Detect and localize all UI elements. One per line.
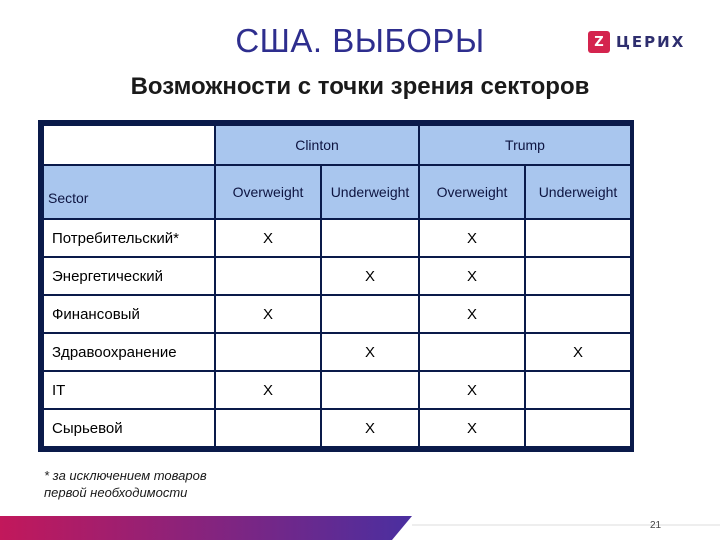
table-cell [321,219,419,257]
sector-table [38,120,634,452]
table-cell [525,295,631,333]
table-cell: X [215,295,321,333]
row-label: Энергетический [43,257,215,295]
footnote-line-2: первой необходимости [44,485,188,500]
table-cell [525,371,631,409]
table-cell [215,409,321,447]
table-cell [215,333,321,371]
table-cell: X [321,257,419,295]
table-cell: X [525,333,631,371]
slide-title: США. ВЫБОРЫ [235,22,485,59]
subheader-trump-underweight: Underweight [525,165,631,219]
company-logo [588,30,685,54]
row-label: Здравоохранение [43,333,215,371]
logo-text: ЦЕРИХ [616,33,686,51]
row-label: Потребительский* [43,219,215,257]
table-cell [321,295,419,333]
table-corner [43,125,215,165]
row-label: Сырьевой [43,409,215,447]
table-row [43,409,631,447]
table-row [43,295,631,333]
table-cell [321,371,419,409]
subheader-clinton-overweight: Overweight [215,165,321,219]
footer-gradient-stripe [0,516,720,540]
table-row [43,333,631,371]
table-cell: X [215,371,321,409]
candidate-header-clinton: Clinton [215,125,419,165]
footnote [44,467,207,501]
table-cell: X [419,295,525,333]
footer-band [0,516,720,540]
logo-mark-icon: Z [588,31,610,53]
table-cell [525,409,631,447]
slide-subtitle: Возможности с точки зрения секторов [130,73,590,100]
table-cell: X [419,257,525,295]
sector-header: Sector [43,165,215,219]
table-cell [419,333,525,371]
row-label: Финансовый [43,295,215,333]
table-cell: X [419,409,525,447]
table-cell: X [419,219,525,257]
table-cell [215,257,321,295]
footnote-line-1: * за исключением товаров [44,468,207,483]
page-number: 21 [650,520,662,531]
table-row [43,219,631,257]
table-cell: X [321,333,419,371]
table-cell: X [215,219,321,257]
table-cell [525,257,631,295]
table-row [43,371,631,409]
table-cell: X [321,409,419,447]
subheader-trump-overweight: Overweight [419,165,525,219]
table-cell: X [419,371,525,409]
candidate-header-trump: Trump [419,125,631,165]
row-label: IT [43,371,215,409]
subheader-clinton-underweight: Underweight [321,165,419,219]
table-row [43,257,631,295]
table-cell [525,219,631,257]
